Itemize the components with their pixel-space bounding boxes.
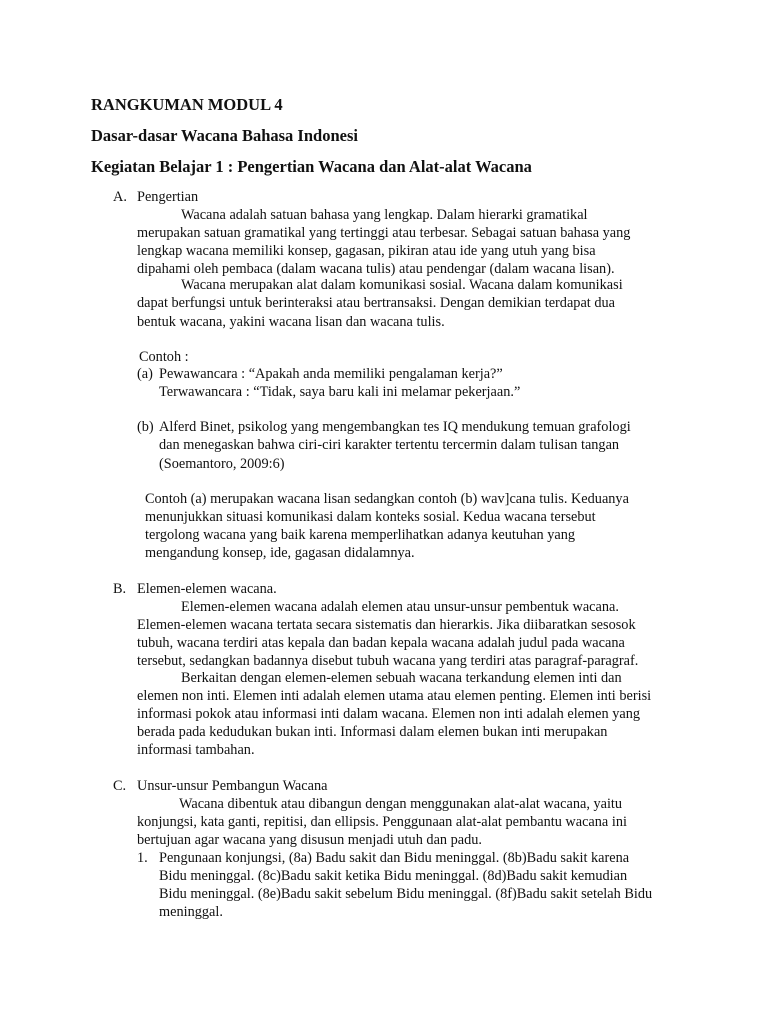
paragraph-line: Contoh (a) merupakan wacana lisan sedangkan contoh (b) wav]cana tulis. Keduanya	[145, 491, 629, 507]
example-a-marker: (a)	[137, 366, 153, 382]
list-item-line: Pengunaan konjungsi, (8a) Badu sakit dan Bidu meninggal. (8b)Badu sakit karena	[159, 850, 630, 866]
paragraph-line: konjungsi, kata ganti, repitisi, dan ellipsis. Penggunaan alat-alat pembantu wacana ini	[137, 814, 627, 830]
heading-modul: RANGKUMAN MODUL 4	[91, 95, 283, 114]
paragraph-line: tubuh, wacana terdiri atas kepala dan badan kepala wacana adalah judul pada wacana	[137, 635, 625, 651]
paragraph-line: Wacana adalah satuan bahasa yang lengkap. Dalam hierarki gramatikal	[181, 207, 588, 223]
section-b-marker: B.	[113, 581, 127, 597]
section-a-marker: A.	[113, 189, 127, 205]
paragraph-line: bentuk wacana, yakini wacana lisan dan wacana tulis.	[137, 314, 445, 330]
paragraph-line: mengandung konsep, ide, gagasan didalamnya.	[145, 545, 415, 561]
paragraph-line: informasi tambahan.	[137, 742, 255, 758]
list-item-line: Bidu meninggal. (8e)Badu sakit sebelum Bidu meninggal. (8f)Badu sakit setelah Bidu	[159, 886, 653, 902]
example-b-line: dan menegaskan bahwa ciri-ciri karakter tertentu tercermin dalam tulisan tangan	[159, 437, 620, 453]
paragraph-line: dipahami oleh pembaca (dalam wacana tulis) atau pendengar (dalam wacana lisan).	[137, 261, 615, 277]
list-item-line: Bidu meninggal. (8c)Badu sakit ketika Bidu meninggal. (8d)Badu sakit kemudian	[159, 868, 628, 884]
paragraph-line: berada pada kedudukan bukan inti. Informasi dalam elemen bukan inti merupakan	[137, 724, 608, 740]
example-b-line: (Soemantoro, 2009:6)	[159, 456, 285, 472]
paragraph-line: tersebut, sedangkan badannya disebut tubuh wacana yang terdiri atas paragraf-paragraf.	[137, 653, 639, 669]
paragraph-line: Elemen-elemen wacana tertata secara sistematis dan hierarkis. Jika diibaratkan sesosok	[137, 617, 636, 633]
paragraph-line: Berkaitan dengan elemen-elemen sebuah wacana terkandung elemen inti dan	[181, 670, 622, 686]
example-b-line: Alferd Binet, psikolog yang mengembangkan tes IQ mendukung temuan grafologi	[159, 419, 631, 435]
paragraph-line: menunjukkan situasi komunikasi dalam konteks sosial. Kedua wacana tersebut	[145, 509, 596, 525]
section-c-marker: C.	[113, 778, 127, 794]
paragraph-line: informasi pokok atau informasi inti dalam wacana. Elemen non inti adalah elemen yang	[137, 706, 641, 722]
paragraph-line: tergolong wacana yang baik karena memperlihatkan adanya keutuhan yang	[145, 527, 576, 543]
section-b-title: Elemen-elemen wacana.	[137, 581, 277, 597]
paragraph-line: Elemen-elemen wacana adalah elemen atau unsur-unsur pembentuk wacana.	[181, 599, 619, 615]
list-item-line: meninggal.	[159, 904, 223, 920]
heading-kegiatan: Kegiatan Belajar 1 : Pengertian Wacana dan Alat-alat Wacana	[91, 157, 532, 176]
paragraph-line: elemen non inti. Elemen inti adalah elemen utama atau elemen penting. Elemen inti berisi	[137, 688, 652, 704]
paragraph-line: Wacana merupakan alat dalam komunikasi sosial. Wacana dalam komunikasi	[181, 277, 623, 293]
section-a-title: Pengertian	[137, 189, 199, 205]
example-b-marker: (b)	[137, 419, 154, 435]
example-a-line: Terwawancara : “Tidak, saya baru kali ini melamar pekerjaan.”	[159, 384, 521, 400]
example-a-line: Pewawancara : “Apakah anda memiliki pengalaman kerja?”	[159, 366, 503, 382]
contoh-label: Contoh :	[139, 349, 189, 365]
paragraph-line: merupakan satuan gramatikal yang tertinggi atau terbesar. Sebagai satuan bahasa yang	[137, 225, 631, 241]
paragraph-line: lengkap wacana memiliki konsep, gagasan, pikiran atau ide yang utuh yang bisa	[137, 243, 596, 259]
paragraph-line: dapat berfungsi untuk berinteraksi atau bertransaksi. Dengan demikian terdapat dua	[137, 295, 615, 311]
paragraph-line: bertujuan agar wacana yang disusun menjadi utuh dan padu.	[137, 832, 483, 848]
paragraph-line: Wacana dibentuk atau dibangun dengan menggunakan alat-alat wacana, yaitu	[179, 796, 623, 812]
section-c-title: Unsur-unsur Pembangun Wacana	[137, 778, 328, 794]
list-item-1-marker: 1.	[137, 850, 148, 866]
heading-subject: Dasar-dasar Wacana Bahasa Indonesi	[91, 126, 358, 145]
